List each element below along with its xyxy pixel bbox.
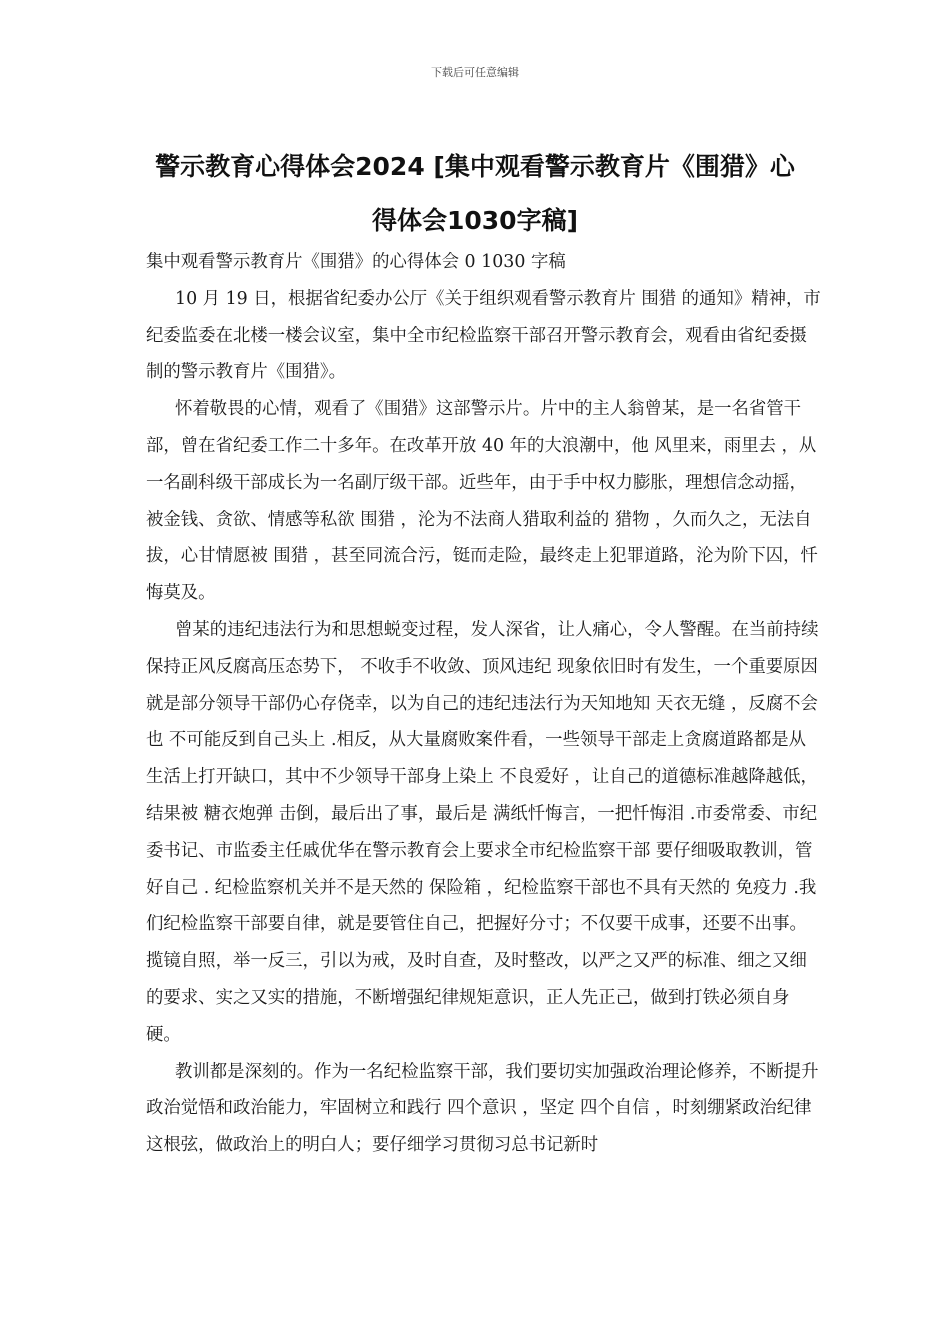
document-body [146,244,822,1164]
title-line-1: 警示教育心得体会2024 [集中观看警示教育片《围猎》心 [155,152,795,181]
body-paragraph: 曾某的违纪违法行为和思想蜕变过程，发人深省，让人痛心，令人警醒。在当前持续保持正风反腐高压态势下， 不收手不收敛、顶风违纪 现象依旧时有发生，一个重要原因就是部分领导干部仍心存侥幸，以为自己的违纪违法行为天知地知 天衣无缝 ，反腐不会也 不可能反到自己头上 .相反，从大量腐败案件看，一些领导干部走上贪腐道路都是从生活上打开缺口，其中不少领导干部身上染上 不良爱好 ，让自己的道德标准越降越低，结果被 糖衣炮弹 击倒，最后出了事，最后是 满纸忏悔言，一把忏悔泪 .市委常委、市纪委书记、市监委主任戚优华在警示教育会上要求全市纪检监察干部 要仔细吸取教训，管好自己 . 纪检监察机关并不是天然的 保险箱 ，纪检监察干部也不具有天然的 免疫力 .我们纪检监察干部要自律，就是要管住自己，把握好分寸；不仅要干成事，还要不出事。揽镜自照，举一反三，引以为戒，及时自查，及时整改，以严之又严的标准、细之又细的要求、实之又实的措施，不断增强纪律规矩意识，正人先正己，做到打铁必须自身硬。 [146,619,819,1045]
body-paragraph: 怀着敬畏的心情，观看了《围猎》这部警示片。片中的主人翁曾某，是一名省管干部，曾在省纪委工作二十多年。在改革开放 40 年的大浪潮中，他 风里来，雨里去 ，从一名副科级干部成长为一名副厅级干部。近些年，由于手中权力膨胀，理想信念动摇，被金钱、贪欲、情感等私欲 围猎 ，沦为不法商人猎取利益的 猎物 ，久而久之，无法自拔，心甘情愿被 围猎 ，甚至同流合污，铤而走险，最终走上犯罪道路，沦为阶下囚，忏悔莫及。 [146,399,818,604]
subtitle-paragraph: 集中观看警示教育片《围猎》的心得体会 0 1030 字稿 [146,252,566,272]
title-line-2: 得体会1030字稿] [371,206,578,235]
page-header-note: 下载后可任意编辑 [431,66,519,79]
body-paragraph: 10 月 19 日，根据省纪委办公厅《关于组织观看警示教育片 围猎 的通知》精神，市纪委监委在北楼一楼会议室，集中全市纪检监察干部召开警示教育会，观看由省纪委摄制的警示教育片《围猎》。 [146,288,821,383]
body-paragraph: 教训都是深刻的。作为一名纪检监察干部，我们要切实加强政治理论修养，不断提升政治觉悟和政治能力，牢固树立和践行 四个意识 ，坚定 四个自信 ，时刻绷紧政治纪律这根弦，做政治上的明白人；要仔细学习贯彻习总书记新时 [146,1061,819,1156]
document-title [120,140,830,248]
